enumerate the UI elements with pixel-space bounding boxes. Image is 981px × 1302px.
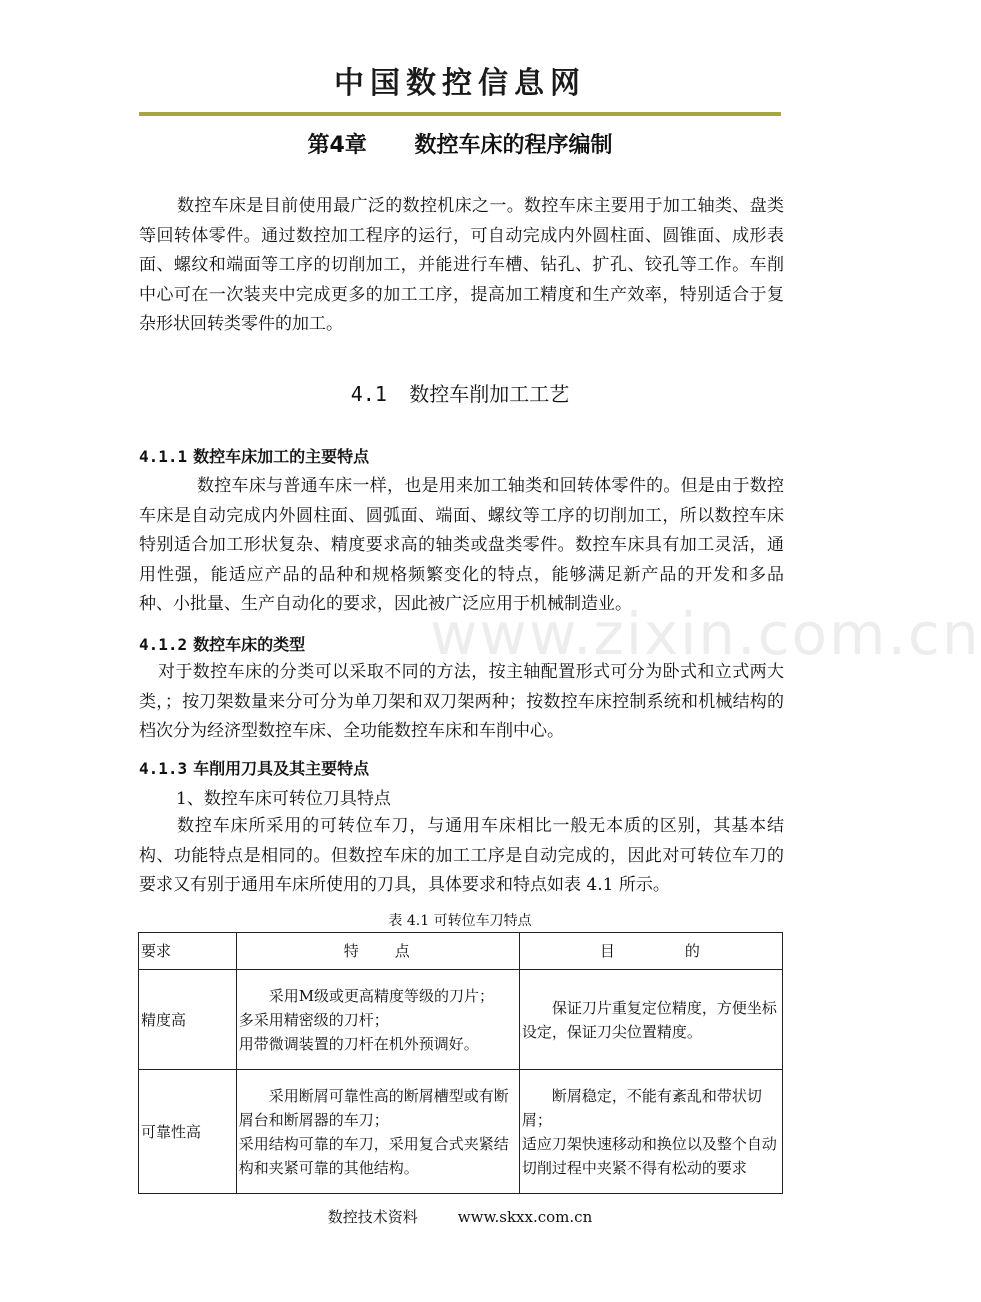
spec-table <box>138 932 783 1194</box>
subheading-4-1-1 <box>139 444 369 467</box>
site-title: 中国数控信息网 <box>334 66 586 101</box>
list-item-tool-features: 1、数控车床可转位刀具特点 <box>176 789 391 809</box>
subheading-4-1-2 <box>139 632 305 655</box>
header-cell-feature: 特 点 <box>236 933 519 970</box>
intro-paragraph: 数控车床是目前使用最广泛的数控机床之一。数控车床主要用于加工轴类、盘类等回转体零件。通过数控加工程序的运行，可自动完成内外圆柱面、圆锥面、成形表面、螺纹和端面等工序的切削加工，并能进行车槽、钻孔、扩孔、铰孔等工作。车削中心可在一次装夹中完成更多的加工工序，提高加工精度和生产效率，特别适合于复杂形状回转类零件的加工。 <box>139 196 784 334</box>
cell-purpose <box>519 970 782 1070</box>
header-cell-requirement: 要求 <box>139 933 237 970</box>
subheading-number: 4.1.2 <box>139 635 188 654</box>
cell-requirement: 可靠性高 <box>139 1070 237 1194</box>
cell-purpose <box>519 1070 782 1194</box>
cell-feature <box>236 1070 519 1194</box>
subheading-4-1-3 <box>139 756 369 779</box>
chapter-title: 数控车床的程序编制 <box>414 133 613 158</box>
paragraph-4-1-2: 对于数控车床的分类可以采取不同的方法，按主轴配置形式可分为卧式和立式两大类，；按刀架数量来分可分为单刀架和双刀架两种；按数控车床控制系统和机械结构的档次分为经济型数控车床、全功能数控车床和车削中心。 <box>139 662 784 741</box>
subheading-title: 数控车床加工的主要特点 <box>193 447 370 466</box>
table-row <box>139 1070 783 1194</box>
table-row <box>139 970 783 1070</box>
chapter-heading <box>0 128 920 159</box>
purpose-line: 断屑稳定，不能有紊乱和带状切屑； <box>521 1086 762 1129</box>
header-divider <box>139 112 781 116</box>
feature-line: 用带微调装置的刀杆在机外预调好。 <box>238 1034 479 1053</box>
section-title: 数控车削加工工艺 <box>409 382 570 406</box>
section-number: 4.1 <box>350 382 387 406</box>
subheading-number: 4.1.1 <box>139 447 188 466</box>
footer-label: 数控技术资料 <box>327 1208 418 1226</box>
section-heading <box>0 378 920 407</box>
paragraph-4-1-3: 数控车床所采用的可转位车刀，与通用车床相比一般无本质的区别，其基本结构、功能特点是相同的。但数控车床的加工工序是自动完成的，因此对可转位车刀的要求又有别于通用车床所使用的刀具，具体要求和特点如表 4.1 所示。 <box>139 816 784 895</box>
watermark: www.zixin.com.cn <box>430 600 981 668</box>
feature-line: 多采用精密级的刀杆； <box>238 1010 389 1029</box>
header-cell-purpose: 目 的 <box>519 933 782 970</box>
table-caption: 表 4.1 可转位车刀特点 <box>388 913 532 929</box>
chapter-number: 第4章 <box>307 133 367 158</box>
feature-line: 采用M级或更高精度等级的刀片； <box>268 986 495 1005</box>
subheading-title: 数控车床的类型 <box>193 635 306 654</box>
paragraph-4-1-1: 数控车床与普通车床一样，也是用来加工轴类和回转体零件的。但是由于数控车床是自动完成内外圆柱面、圆弧面、端面、螺纹等工序的切削加工，所以数控车床特别适合加工形状复杂、精度要求高的轴类或盘类零件。数控车床具有加工灵活，通用性强，能适应产品的品种和规格频繁变化的特点，能够满足新产品的开发和多品种、小批量、生产自动化的要求，因此被广泛应用于机械制造业。 <box>139 476 784 614</box>
purpose-line: 适应刀架快速移动和换位以及整个自动切削过程中夹紧不得有松动的要求 <box>521 1134 777 1177</box>
feature-line: 采用断屑可靠性高的断屑槽型或有断屑台和断屑器的车刀； <box>238 1086 509 1129</box>
page-footer <box>0 1206 920 1227</box>
footer-url: www.skxx.com.cn <box>457 1208 593 1226</box>
cell-feature <box>236 970 519 1070</box>
subheading-number: 4.1.3 <box>139 759 188 778</box>
subheading-title: 车削用刀具及其主要特点 <box>193 759 370 778</box>
table-header-row <box>139 933 783 970</box>
purpose-line: 保证刀片重复定位精度，方便坐标设定，保证刀尖位置精度。 <box>521 998 777 1041</box>
cell-requirement: 精度高 <box>139 970 237 1070</box>
feature-line: 采用结构可靠的车刀，采用复合式夹紧结构和夹紧可靠的其他结构。 <box>238 1134 509 1177</box>
